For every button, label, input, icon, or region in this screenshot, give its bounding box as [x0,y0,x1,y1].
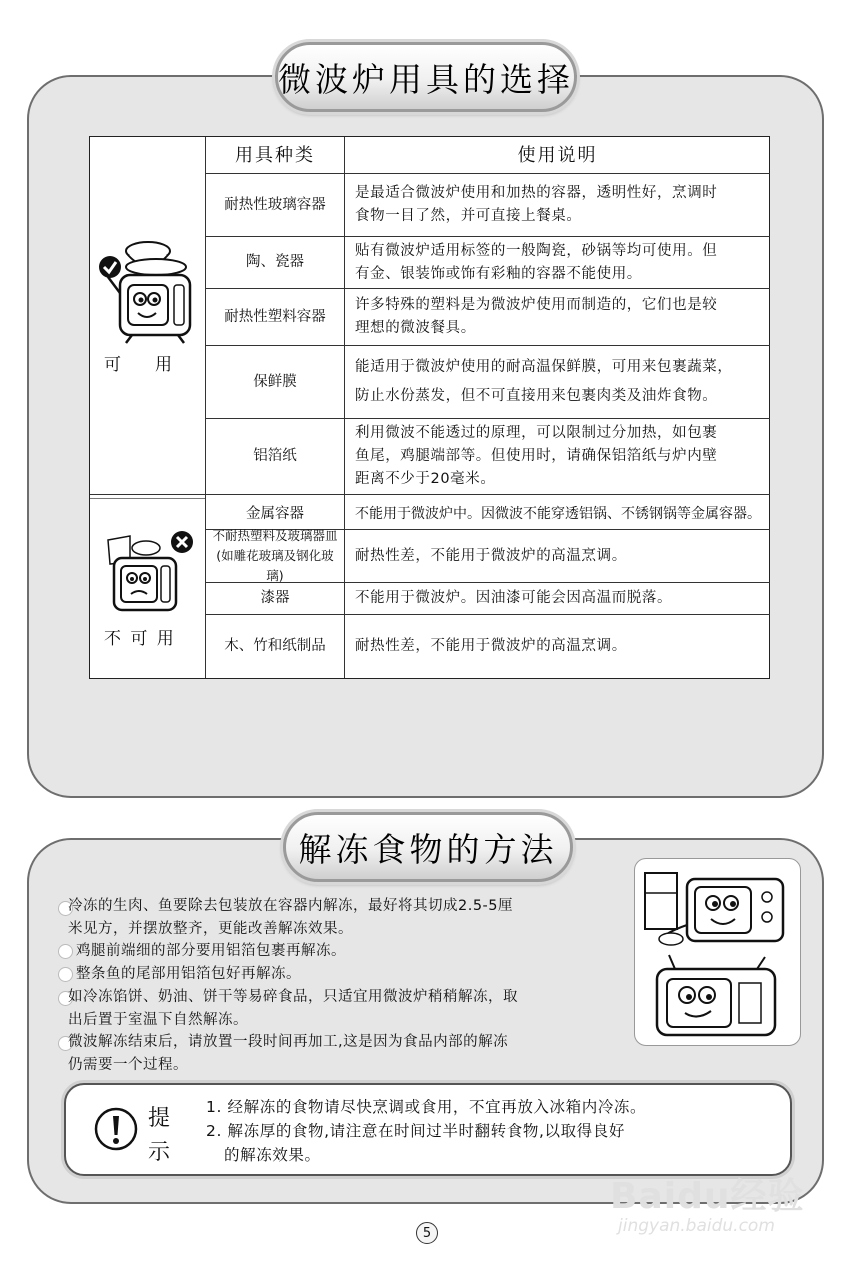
unusable-label: 不 可 用 [104,629,176,649]
usable-label: 可 用 [104,355,172,375]
thaw-tip-1: 冷冻的生肉、鱼要除去包装放在容器内解冻，最好将其切成2.5-5厘 米见方，并摆放整齐，更能改善解冻效果。 [68,898,514,937]
type-wrap: 保鲜膜 [253,373,297,390]
watermark-brand: Baidu经验 [610,1176,805,1217]
watermark-url: jingyan.baidu.com [618,1216,775,1236]
type-nonheat: 不耐热塑料及玻璃器皿 (如雕花玻璃及钢化玻璃) [212,528,338,583]
thaw-illustration [634,858,801,1046]
note-line-1: 1. 经解冻的食物请尽快烹调或食用，不宜再放入冰箱内冷冻。 [206,1098,647,1116]
type-metal: 金属容器 [246,505,304,522]
header-desc: 使用说明 [517,144,598,166]
section-title-utensils: 微波炉用具的选择 [275,42,577,112]
note-label-bottom: 示 [148,1140,171,1165]
section-title-thaw: 解冻食物的方法 [283,812,573,882]
desc-plastic: 许多特殊的塑料是为微波炉使用而制造的，它们也是较 理想的微波餐具。 [355,297,718,336]
desc-metal: 不能用于微波炉中。因微波不能穿透铝锅、不锈钢锅等金属容器。 [355,505,761,522]
type-wood: 木、竹和纸制品 [224,638,326,654]
thaw-tip-5: 微波解冻结束后，请放置一段时间再加工,这是因为食品内部的解冻 仍需要一个过程。 [68,1034,509,1073]
type-ceramic: 陶、瓷器 [246,254,304,270]
note-line-3: 的解冻效果。 [224,1146,321,1164]
microwave-mascot-icon [635,859,800,1045]
utensil-table [89,136,770,679]
type-foil: 铝箔纸 [253,448,297,464]
type-glass: 耐热性玻璃容器 [224,196,326,213]
desc-wrap: 能适用于微波炉使用的耐高温保鲜膜，可用来包裹蔬菜， 防止水份蒸发，但不可直接用来包裹肉类及油炸食物。 [355,359,733,404]
note-box [64,1083,792,1176]
note-line-2: 2. 解冻厚的食物,请注意在时间过半时翻转食物,以取得良好 [206,1122,625,1140]
bullet-icon [58,944,73,959]
desc-nonheat: 耐热性差，不能用于微波炉的高温烹调。 [355,547,627,564]
exclamation-icon [94,1107,138,1151]
header-type: 用具种类 [235,144,315,166]
desc-wood: 耐热性差，不能用于微波炉的高温烹调。 [355,638,627,654]
note-label-top: 提 [148,1106,171,1131]
desc-ceramic: 贴有微波炉适用标签的一般陶瓷，砂锅等均可使用。但 有金、银装饰或饰有彩釉的容器不能使用。 [355,242,718,282]
type-lacquer: 漆器 [260,590,290,606]
desc-glass: 是最适合微波炉使用和加热的容器，透明性好，烹调时 食物一目了然，并可直接上餐桌。 [355,185,718,224]
microwave-mascot-sad-icon [100,522,196,618]
thaw-tip-3: 整条鱼的尾部用铝箔包好再解冻。 [76,966,301,982]
microwave-mascot-icon [96,233,200,345]
thaw-tip-2: 鸡腿前端细的部分要用铝箔包裹再解冻。 [76,943,346,959]
bullet-icon [58,967,73,982]
desc-lacquer: 不能用于微波炉。因油漆可能会因高温而脱落。 [355,590,673,606]
page-number: 5 [416,1222,438,1244]
type-plastic: 耐热性塑料容器 [224,308,326,325]
desc-foil: 利用微波不能透过的原理，可以限制过分加热，如包裹 鱼尾，鸡腿端部等。但使用时，请确保铝箔纸与炉内壁 距离不少于20毫米。 [355,425,718,487]
thaw-tip-4: 如冷冻馅饼、奶油、饼干等易碎食品，只适宜用微波炉稍稍解冻，取 出后置于室温下自然解冻。 [68,989,518,1028]
